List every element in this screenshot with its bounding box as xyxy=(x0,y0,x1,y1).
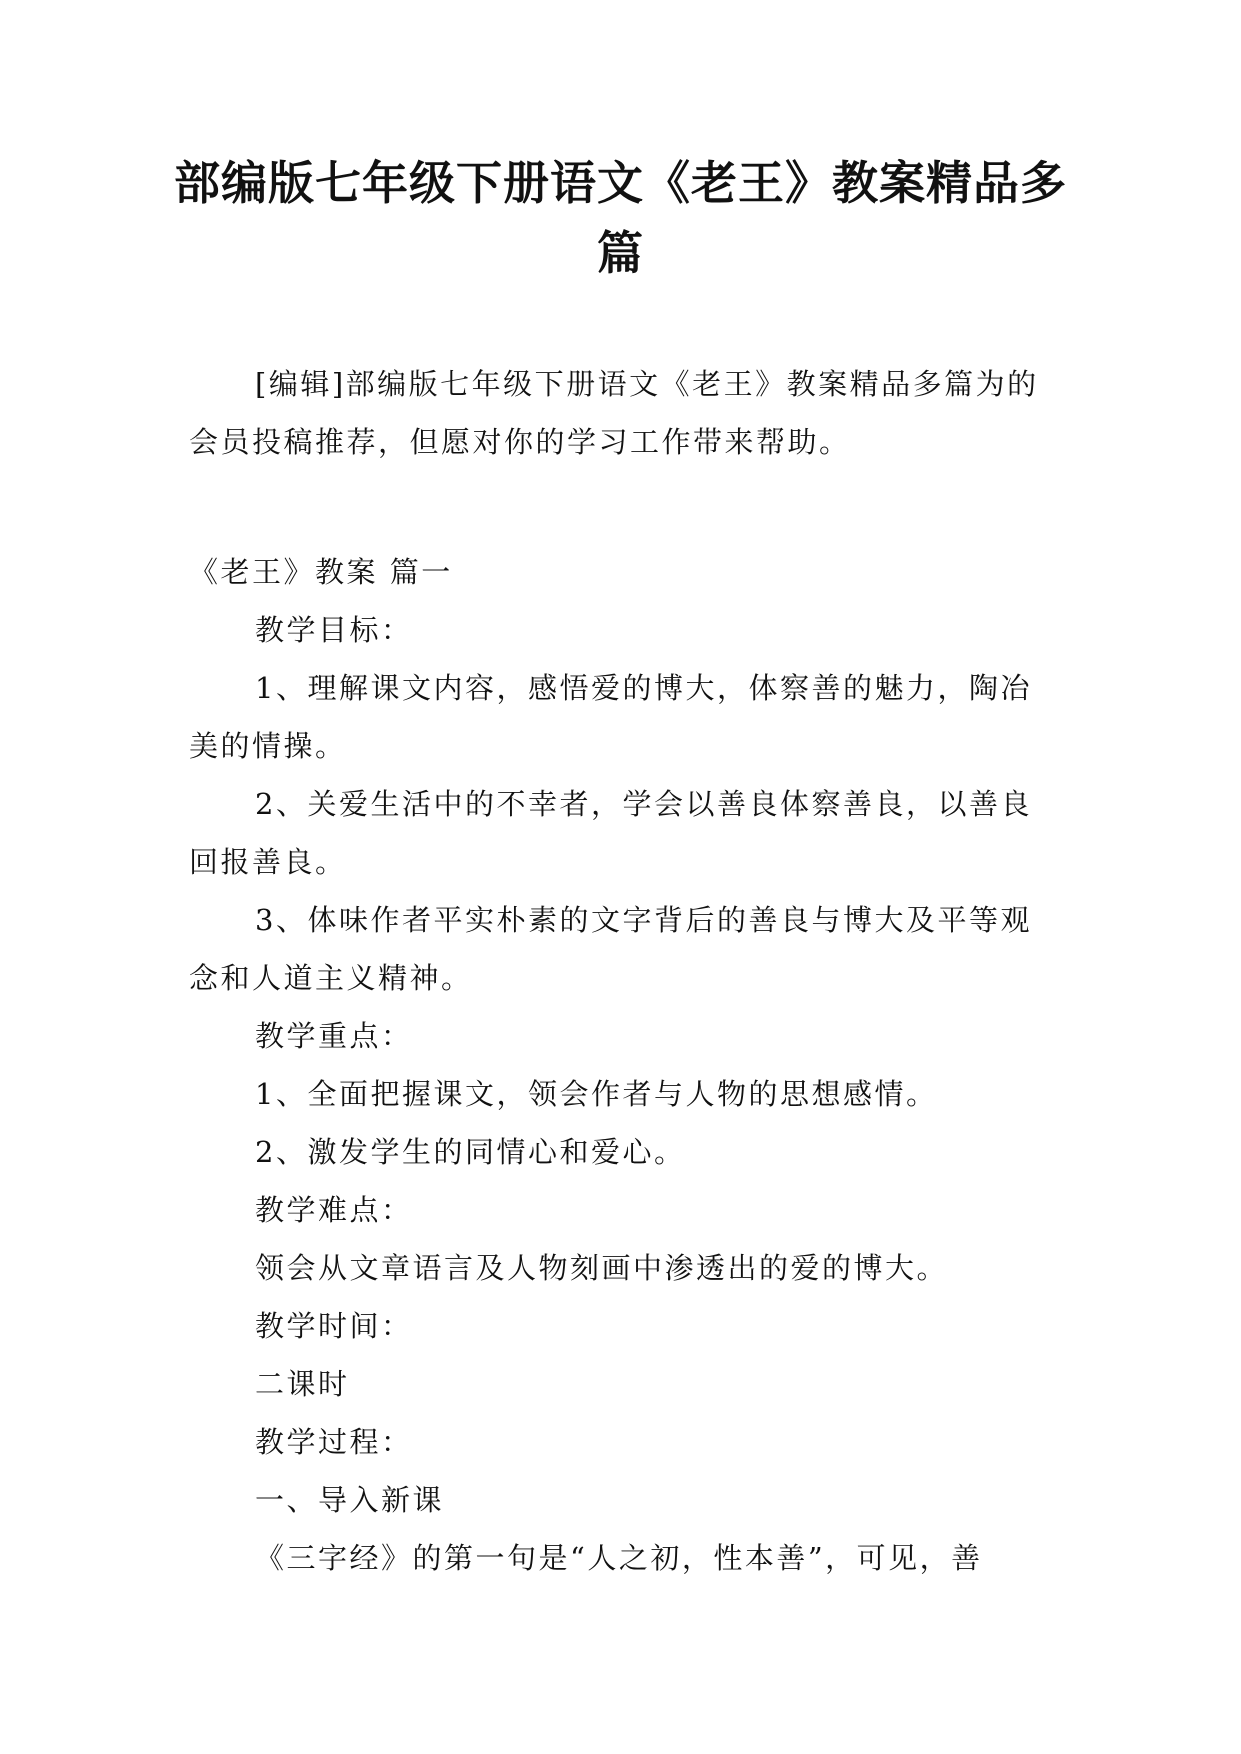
step-one-text: 《三字经》的第一句是“人之初，性本善”，可见，善 xyxy=(255,1541,983,1575)
objective-item: 2、关爱生活中的不幸者，学会以善良体察善良，以善良回报善良。 xyxy=(189,787,1032,879)
key-points-label: 教学重点： xyxy=(255,1019,413,1053)
process-label: 教学过程： xyxy=(255,1425,413,1459)
difficulty-text: 领会从文章语言及人物刻画中渗透出的爱的博大。 xyxy=(255,1251,949,1285)
key-point-item: 2、激发学生的同情心和爱心。 xyxy=(255,1135,686,1169)
key-point-item: 1、全面把握课文，领会作者与人物的思想感情。 xyxy=(255,1077,938,1111)
section-heading: 《老王》教案 篇一 xyxy=(189,555,453,589)
objective-item: 1、理解课文内容，感悟爱的博大，体察善的魅力，陶冶美的情操。 xyxy=(189,671,1032,763)
objectives-label: 教学目标： xyxy=(255,613,413,647)
document-body xyxy=(189,355,1061,1587)
document-title: 部编版七年级下册语文《老王》教案精品多篇 xyxy=(174,156,1067,280)
time-label: 教学时间： xyxy=(255,1309,413,1343)
intro-paragraph: [编辑]部编版七年级下册语文《老王》教案精品多篇为的会员投稿推荐，但愿对你的学习工作带来帮助。 xyxy=(189,367,1039,459)
time-text: 二课时 xyxy=(255,1367,350,1401)
difficulty-label: 教学难点： xyxy=(255,1193,413,1227)
step-one-heading: 一、导入新课 xyxy=(255,1483,445,1517)
objective-item: 3、体味作者平实朴素的文字背后的善良与博大及平等观念和人道主义精神。 xyxy=(189,903,1032,995)
